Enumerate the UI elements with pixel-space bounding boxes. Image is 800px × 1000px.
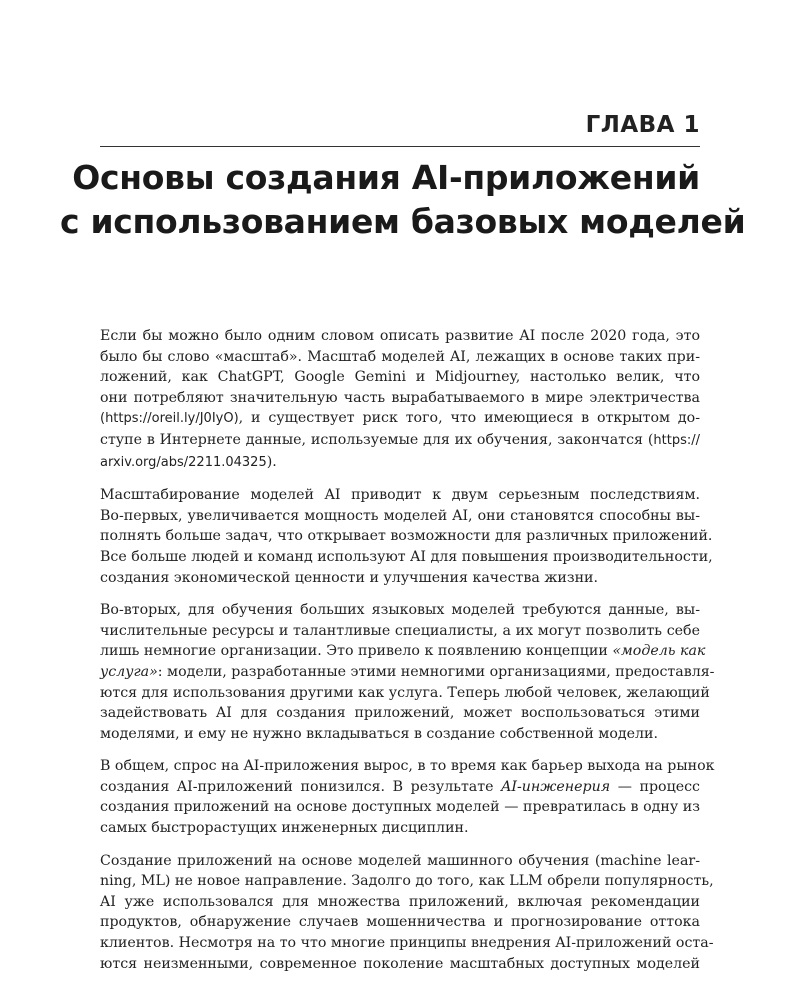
link-arxiv-part1[interactable]: https:// xyxy=(653,432,700,448)
paragraph xyxy=(100,600,715,744)
text-line: ются неизменными, современное поколение масштабных доступных моделей xyxy=(100,955,700,972)
text-line: создания приложений на основе доступных моделей — превратилась в одну из xyxy=(100,799,700,816)
text-fragment: ступе в Интернете данные, используемые для их обучения, закончатся ( xyxy=(100,431,654,448)
text-line: Создание приложений на основе моделей машинного обучения (machine lear- xyxy=(100,852,700,869)
text-line: Все больше людей и команд используют AI для повышения производительности, xyxy=(100,548,713,565)
text-line: ются для использования другими как услуга. Теперь любой человек, желающий xyxy=(100,684,710,701)
text-line: создания экономической ценности и улучшения качества жизни. xyxy=(100,569,598,586)
paragraph xyxy=(100,485,713,588)
text-line: они потребляют значительную часть вырабатываемого в мире электричества xyxy=(100,389,700,406)
emphasis-model-as-service: «модель как xyxy=(612,643,706,660)
emphasis-ai-engineering: AI-инженерия xyxy=(501,778,611,795)
text-fragment: , и существует риск того, что имеющиеся в открытом до- xyxy=(238,410,700,427)
text-line: было бы слово «масштаб». Масштаб моделей AI, лежащих в основе таких при- xyxy=(100,348,700,365)
text-line: клиентов. Несмотря на то что многие принципы внедрения AI-приложений оста- xyxy=(100,935,714,952)
text-line: моделями, и ему не нужно вкладываться в создание собственной модели. xyxy=(100,725,658,742)
text-line: В общем, спрос на AI-приложения вырос, в то время как барьер выхода на рынок xyxy=(100,758,715,775)
text-line xyxy=(100,452,700,474)
text-fragment: — процесс xyxy=(610,778,701,795)
text-line xyxy=(100,408,700,430)
text-line: Во-первых, увеличивается мощность моделей AI, они становятся способны вы- xyxy=(100,507,700,524)
text-line xyxy=(100,641,706,662)
emphasis-model-as-service: услуга» xyxy=(100,663,158,680)
text-line: числительные ресурсы и талантливые специалисты, а их могут позволить себе xyxy=(100,622,700,639)
body-text xyxy=(100,326,715,986)
text-fragment: : модели, разработанные этими немногими организациями, предоставля- xyxy=(157,663,715,680)
paragraph xyxy=(100,326,700,473)
paragraph xyxy=(100,756,715,838)
text-line: ложений, как ChatGPT, Google Gemini и Midjourney, настолько велик, что xyxy=(100,369,700,386)
text-line: задействовать AI для создания приложений, может воспользоваться этими xyxy=(100,705,700,722)
text-line: ning, ML) не новое направление. Задолго до того, как LLM обрели популярность, xyxy=(100,873,714,890)
text-line: продуктов, обнаружение случаев мошенничества и прогнозирование оттока xyxy=(100,914,700,931)
text-line: самых быстрорастущих инженерных дисциплин. xyxy=(100,820,469,837)
text-line xyxy=(100,662,715,683)
chapter-title-line: Основы создания AI-приложений xyxy=(72,158,700,197)
text-line xyxy=(100,777,700,798)
text-line: полнять больше задач, что открывает возможности для различных приложений. xyxy=(100,528,713,545)
text-line xyxy=(100,430,700,452)
text-line: Если бы можно было одним словом описать развитие AI после 2020 года, это xyxy=(100,328,700,344)
link-oreilly[interactable]: (https://oreil.ly/J0IyO) xyxy=(100,411,239,427)
chapter-label: ГЛАВА 1 xyxy=(585,112,700,138)
text-fragment: ). xyxy=(266,453,277,470)
chapter-divider xyxy=(100,146,700,147)
chapter-title xyxy=(60,156,746,244)
text-line: Во-вторых, для обучения больших языковых моделей требуются данные, вы- xyxy=(100,602,700,619)
link-arxiv-part2[interactable]: arxiv.org/abs/2211.04325 xyxy=(100,454,267,470)
paragraph xyxy=(100,851,714,975)
chapter-title-line: с использованием базовых моделей xyxy=(60,202,746,241)
text-fragment: создания AI-приложений понизился. В результате xyxy=(100,778,502,795)
text-line: AI уже использовался для множества приложений, включая рекомендации xyxy=(100,893,700,910)
text-fragment: лишь немногие организации. Это привело к появлению концепции xyxy=(100,643,613,660)
text-line: Масштабирование моделей AI приводит к двум серьезным последствиям. xyxy=(100,487,700,504)
